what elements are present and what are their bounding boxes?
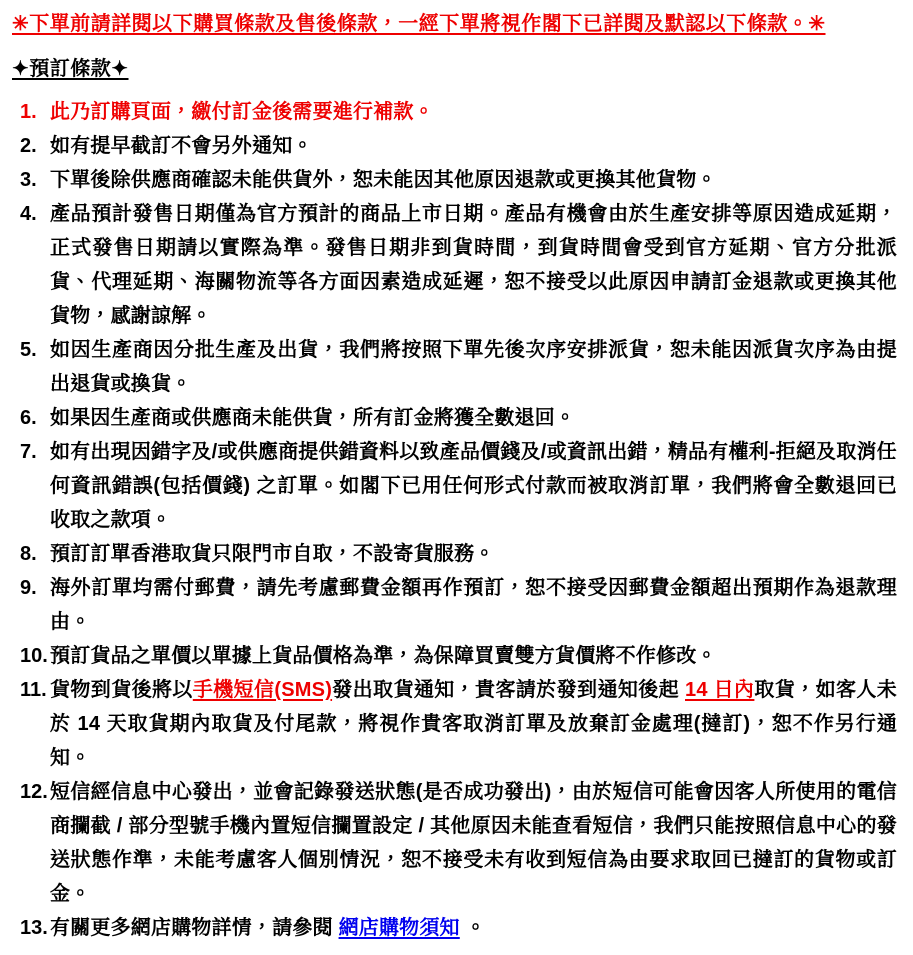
term-number: 1. (20, 101, 37, 123)
term-number: 2. (20, 135, 37, 157)
section-title: ✦預訂條款✦ (12, 58, 129, 80)
term-number: 10. (20, 645, 48, 667)
term-item-12 (12, 775, 897, 911)
term-text-segment: 如因生產商因分批生產及出貨，我們將按照下單先後次序安排派貨，恕未能因派貨次序為由提出退貨或換貨。 (50, 339, 897, 395)
term-text-segment: 預訂訂單香港取貨只限門市自取，不設寄貨服務。 (50, 543, 495, 565)
term-item-6 (12, 401, 897, 435)
term-text (50, 333, 897, 401)
term-text-segment: 下單後除供應商確認未能供貨外，恕未能因其他原因退款或更換其他貨物。 (50, 169, 717, 191)
term-number: 4. (20, 203, 37, 225)
term-number: 12. (20, 781, 48, 803)
term-number: 8. (20, 543, 37, 565)
term-text (50, 435, 897, 537)
term-number: 13. (20, 917, 48, 939)
term-item-13 (12, 911, 897, 945)
term-text-segment: 預訂貨品之單價以單據上貨品價格為準，為保障買賣雙方貨價將不作修改。 (50, 645, 717, 667)
term-item-8 (12, 537, 897, 571)
term-item-9 (12, 571, 897, 639)
term-number: 6. (20, 407, 37, 429)
term-text-segment: 。 (459, 917, 486, 939)
term-text-segment: 有關更多網店購物詳情，請參閱 (50, 917, 339, 939)
term-text (50, 197, 897, 333)
term-item-4 (12, 197, 897, 333)
terms-list (12, 95, 897, 945)
term-text-segment: 海外訂單均需付郵費，請先考慮郵費金額再作預訂，恕不接受因郵費金額超出預期作為退款理由。 (50, 577, 897, 633)
term-number: 9. (20, 577, 37, 599)
term-text-segment: 短信經信息中心發出，並會記錄發送狀態(是否成功發出)，由於短信可能會因客人所使用的電信商攔截 / 部分型號手機內置短信攔置設定 / 其他原因未能查看短信，我們只能按照信息中心的發送狀態作準，未能考慮客人個別情況，恕不接受未有收到短信為由要求取回已撻訂的貨物或訂金。 (50, 781, 897, 905)
term-text (50, 163, 897, 197)
term-text (50, 129, 897, 163)
term-text (50, 401, 897, 435)
highlighted-term-text: 14 日內 (685, 679, 755, 701)
term-text (50, 639, 897, 673)
term-item-3 (12, 163, 897, 197)
term-text-segment: 貨物到貨後將以 (50, 679, 193, 701)
term-number: 11. (20, 679, 47, 701)
term-number: 5. (20, 339, 37, 361)
term-text-segment: 此乃訂購頁面，繳付訂金後需要進行補款。 (50, 101, 434, 123)
term-text-segment: 發出取貨通知，貴客請於發到通知後起 (332, 679, 685, 701)
term-text-segment: 如有提早截訂不會另外通知。 (50, 135, 313, 157)
term-number: 3. (20, 169, 37, 191)
term-text-segment: 取貨，如客人未於 14 天取貨期內取貨及付尾款，將視作貴客取消訂單及放棄訂金處理(撻訂)，恕不作另行通知。 (50, 679, 897, 769)
term-item-7 (12, 435, 897, 537)
term-text (50, 537, 897, 571)
header-notice: ✳下單前請詳閱以下購買條款及售後條款，一經下單將視作閣下已詳閱及默認以下條款。✳ (12, 13, 826, 35)
term-item-2 (12, 129, 897, 163)
highlighted-term-text: 手機短信(SMS) (192, 679, 333, 701)
term-text-segment: 如有出現因錯字及/或供應商提供錯資料以致產品價錢及/或資訊出錯，精品有權利-拒絕及取消任何資訊錯誤(包括價錢) 之訂單。如閣下已用任何形式付款而被取消訂單，我們將會全數退回已收取之款項。 (50, 441, 897, 531)
term-text (50, 673, 897, 775)
term-item-1 (12, 95, 897, 129)
term-text-segment: 如果因生產商或供應商未能供貨，所有訂金將獲全數退回。 (50, 407, 576, 429)
term-item-11 (12, 673, 897, 775)
term-text-segment: 產品預計發售日期僅為官方預計的商品上市日期。產品有機會由於生產安排等原因造成延期，正式發售日期請以實際為準。發售日期非到貨時間，到貨時間會受到官方延期、官方分批派貨、代理延期、海關物流等各方面因素造成延遲，恕不接受以此原因申請訂金退款或更換其他貨物，感謝諒解。 (50, 203, 897, 327)
term-number: 7. (20, 441, 37, 463)
term-text (50, 571, 897, 639)
term-item-10 (12, 639, 897, 673)
shop-guide-link[interactable]: 網店購物須知 (338, 917, 460, 939)
term-text (50, 95, 897, 129)
term-item-5 (12, 333, 897, 401)
term-text (50, 911, 897, 945)
term-text (50, 775, 897, 911)
